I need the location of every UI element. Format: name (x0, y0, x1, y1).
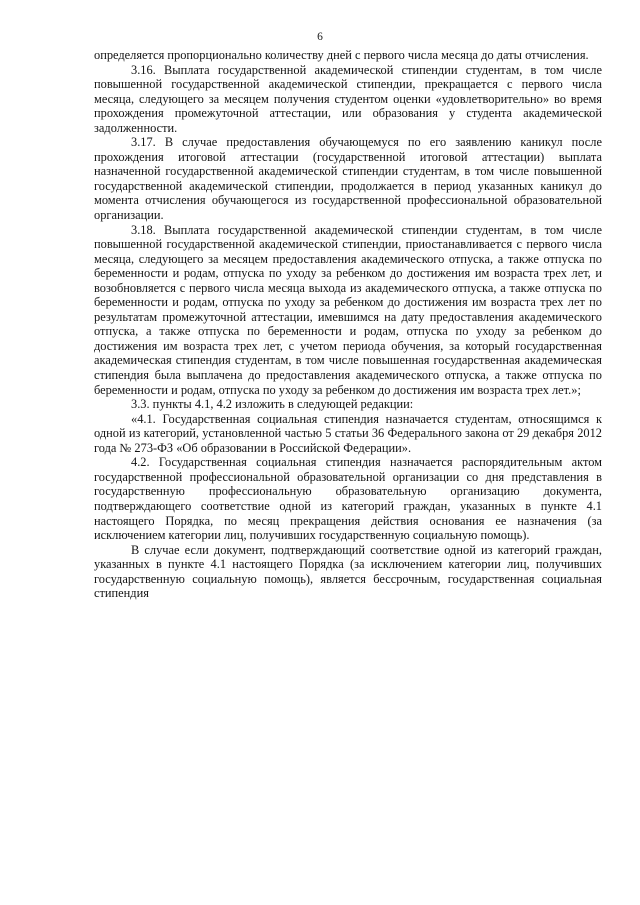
document-body (94, 48, 602, 601)
paragraph-continuation: определяется пропорционально количеству дней с первого числа месяца до даты отчисления. (94, 48, 589, 62)
paragraph-3-3: 3.3. пункты 4.1, 4.2 изложить в следующей редакции: (131, 397, 414, 412)
paragraph-permanent-document-case: В случае если документ, подтверждающий соответствие одной из категорий граждан, указанных в пункте 4.1 настоящего Порядка (за исключением категории лиц, получивших государственную социальную помощь), является бессрочным, государственная социальная стипендия (94, 542, 602, 601)
paragraph-3-17: 3.17. В случае предоставления обучающемуся по его заявлению каникул после прохождения итоговой аттестации (государственной итоговой аттестации) выплата назначенной государственной академической стипендии студентам, в том числе повышенной государственной академической стипендии, продолжается в период указанных каникул до момента отчисления обучающегося из государственной профессиональной образовательной организации. (94, 135, 602, 223)
paragraph-3-18: 3.18. Выплата государственной академической стипендии студентам, в том числе повышенной государственной академической стипендии, приостанавливается с первого числа месяца, следующего за месяцем предоставления академического отпуска, а также отпуска по беременности и родам, отпуска по уходу за ребенком до достижения им возраста трех лет, и возобновляется с первого числа месяца выхода из академического отпуска, а также отпуска по беременности и родам, отпуска по уходу за ребенком до достижения им возраста трех лет по результатам промежуточной аттестации, имевшимся на дату предоставления академического отпуска, а также отпуска по беременности и родам, отпуска по уходу за ребенком до достижения им возраста трех лет, с учетом периода обучения, за который государственная академическая стипендия студентам, в том числе повышенная государственная академическая стипендия была выплачена до предоставления академического отпуска, а также отпуска по беременности и родам, отпуска по уходу за ребенком до достижения им возраста трех лет.»; (94, 222, 602, 397)
page-number: 6 (317, 31, 323, 43)
paragraph-3-16: 3.16. Выплата государственной академической стипендии студентам, в том числе повышенной государственной академической стипендии, прекращается с первого числа месяца, следующего за месяцем получения студентом оценки «удовлетворительно» во время прохождения промежуточной аттестации, или образования у студента академической задолженности. (94, 62, 602, 135)
paragraph-4-2: 4.2. Государственная социальная стипендия назначается распорядительным актом государственной профессиональной образовательной организации со дня представления в государственную профессиональную образовательную организацию документа, подтверждающего соответствие одной из категорий граждан, указанных в пункте 4.1 настоящего Порядка, по месяц прекращения действия основания ее назначения (за исключением категории лиц, получивших государственную социальную помощь). (94, 455, 602, 543)
paragraph-4-1: «4.1. Государственная социальная стипендия назначается студентам, относящимся к одной из категорий, установленной частью 5 статьи 36 Федерального закона от 29 декабря 2012 года № 273-ФЗ «Об образовании в Российской Федерации». (94, 411, 602, 455)
